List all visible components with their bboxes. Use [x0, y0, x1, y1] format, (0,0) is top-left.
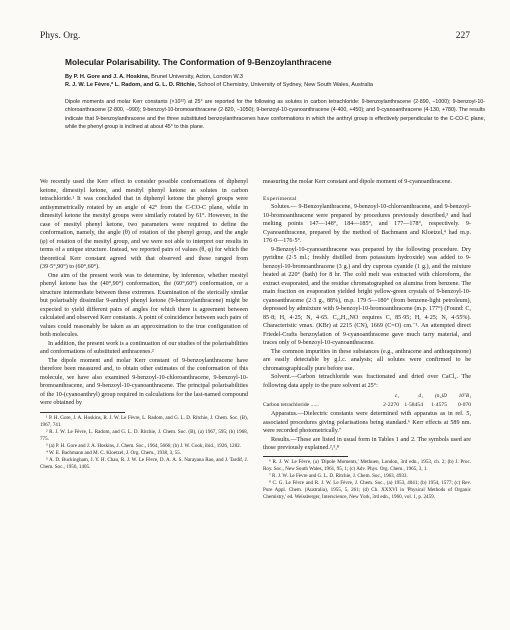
body-paragraph: In addition, the present work is a continuation of our studies of the polarisabilities and conformations of substituted anthracenes.² — [40, 340, 248, 355]
body-paragraph: We recently used the Kerr effect to consider possible conformations of diphenyl ketone, dimesityl ketone, and mesityl phenyl ketone as solutes in carbon tetrachloride.¹ It was concluded that in diphenyl ketone the phenyl groups were antisymmetrically rotated by an angle of 42° from the C-CO-C plane, while in dimesityl ketone the mesityl groups were similarly rotated by 61°. However, in the case of mesityl phenyl ketone, two parameters were required to define the conformation, namely, the angle (θ) of rotation of the phenyl group, and the angle (φ) of rotation of the mesityl group, and we were not able to interpret our results in terms of a unique structure. Instead, we reported pairs of values (θ, φ) for which the theoretical Kerr constant agreed with that observed and these ranged from (39·5°,90°) to (60°,60°). — [40, 179, 248, 270]
author-names-2: R. J. W. Le Fèvre,* L. Radom, and G. L. D. Ritchie, — [65, 82, 197, 89]
author-line-2 — [65, 81, 485, 89]
author-names-1: By P. H. Gore and J. A. Hoskins, — [65, 74, 150, 80]
table-cell: 2·2270 — [383, 402, 399, 408]
footnote: ⁸ C. G. Le Fèvre and R. J. W. Le Fèvre, J. Chem. Soc., (a) 1953, 4041; (b) 1954, 1577; (c) Rev. Pure Appl. Chem. (Australia), 1955, 5, 261; (d) Ch. XXXVI in 'Physical Methods of Organic Chemistry,' ed. Weissberger, Interscience, New York, 3rd edn., 1960, vol. 1, p. 2459. — [263, 479, 471, 500]
solvent-table-header — [263, 393, 471, 400]
footnote: ¹ P. H. Gore, J. A. Hoskins, R. J. W. Le Fèvre, L. Radom, and G. L. D. Ritchie, J. Chem. Soc. (B), 1967, 741. — [40, 414, 248, 428]
footnote: ⁴ W. E. Bachmann and M. C. Kloetzel, J. Org. Chem., 1938, 3, 55. — [46, 449, 182, 456]
footnote: ⁷ R. J. W. Le Fèvre and G. L. D. Ritchie, J. Chem. Soc., 1963, 4933. — [269, 472, 408, 479]
footnote-separator — [263, 456, 348, 457]
table-cell: 1·58454 — [404, 402, 423, 408]
running-head — [40, 31, 470, 43]
body-paragraph: The common impurities in these substances (e.g., anthracene and anthraquinone) are easily detectable by g.l.c. analysis; all solutes were confirmed to be chromatographically pure before use. — [263, 348, 471, 372]
footnote: ² R. J. W. Le Fèvre, L. Radom, and G. L. D. Ritchie, J. Chem. Soc. (B), (a) 1967, 595; (b) 1968, 775. — [40, 428, 248, 442]
table-cell: 0·070 — [457, 402, 471, 408]
footnote-separator — [40, 412, 125, 413]
footnote: ⁶ R. J. W. Le Fèvre, (a) 'Dipole Moments,' Methuen, London, 3rd edn., 1953, ch. 2; (b) J. Proc. Roy. Soc., New South Wales, 1961, 95, 1; (c) Adv. Phys. Org. Chem., 1965, 3, 1. — [263, 458, 471, 472]
author-affiliation-1: Brunel University, Acton, London W.3 — [149, 74, 244, 80]
abstract: Dipole moments and molar Kerr constants (×10¹²) at 25° are reported for the following as solutes in carbon tetrachloride: 9-benzoylanthracene (2·890, −1000); 9-benzoyl-10-chloroanthracene (2·800, −990); 9-benzoyl-10-bromoanthracene (2·820, −1050); 9-benzoyl-10-cyanoanthracene (4·400, +450); and 9-cyanoanthracene (4·130, +780). The results indicate that 9-benzoylanthracene and the three substituted benzoylanthracenes have conformations in which the anthryl group is effectively perpendicular to the C-CO-C plane, while the phenyl group is inclined at about 45° to this plane. — [65, 99, 485, 130]
body-paragraph: 9-Benzoyl-10-cyanoanthracene was prepared by the following procedure. Dry pyridine (2·5 ml.; freshly distilled from potassium hydroxide) was added to 9-benzoyl-10-bromoanthracene (3 g.) and dry cuprous cyanide (1 g.), and the mixture heated at 220° (bath) for 8 hr. The cold melt was extracted with chloroform, the extract evaporated, and the residue chromatographed on alumina from benzene. The main fraction on evaporation yielded bright yellow-green crystals of 9-benzoyl-10-cyanoanthracene (2·3 g., 88%), m.p. 179·5—180° (from benzene-light petroleum), depressed by admixture with 9-benzoyl-10-bromoanthracene (m.p. 177°) (Found: C, 85·8; H, 4·25; N, 4·65. C₂₂H₁₃NO requires C, 85·95; H, 4·25; N, 4·55%). Characteristic νmax. (KBr) at 2215 (CN), 1669 (C=O) cm.⁻¹. An attempted direct Friedel-Crafts benzoylation of 9-cyanoanthracene gave much tarry material, and traces only of 9-benzoyl-10-cyanoanthracene. — [263, 246, 471, 346]
body-paragraph: measuring the molar Kerr constant and dipole moment of 9-cyanoanthracene. — [263, 179, 452, 185]
solvent-table-row — [263, 401, 471, 409]
page-number: 227 — [455, 31, 470, 41]
body-paragraph: Results.—These are listed in usual form in Tables 1 and 2. The symbols used are those previously explained.²,⁵,⁸ — [263, 436, 471, 451]
table-header-cell: 10⁷B₁ — [458, 393, 471, 399]
author-line-1 — [65, 73, 485, 81]
body-paragraph: The dipole moment and molar Kerr constant of 9-benzoylanthracene have therefore been measured and, to obtain other estimates of the conformation of this molecule, we have also examined 9-benzoyl-10-chloroanthracene, 9-benzoyl-10-bromoanthracene, and 9-benzoyl-10-cyanoanthracene. The principal polarisabilities of the 10-(cyanoanthryl) group required in calculations for the last-named compound were obtained by — [40, 357, 248, 406]
author-affiliation-2: School of Chemistry, University of Sydney, New South Wales, Australia — [196, 82, 373, 89]
footnotes — [263, 459, 471, 502]
body-paragraph: Solvent.—Carbon tetrachloride was fractionated and dried over CaCl₂. The following data apply to the pure solvent at 25°: — [263, 374, 471, 389]
body-paragraph: Solutes.— 9-Benzoylanthracene, 9-benzoyl-10-chloroanthracene, and 9-benzoyl-10-bromoanthracene were prepared by procedures previously described,³ and had melting points 147—148°, 184—185°, and 177—178°, respectively. 9-Cyanoanthracene, prepared by the method of Bachmann and Kloetzel,⁴ had m.p. 176·0—176·5°. — [263, 204, 471, 244]
footnote: ³ (a) P. H. Gore and J. A. Hoskins, J. Chem. Soc., 1964, 5666; (b) J. W. Cook, ibid., 1926, 1282. — [46, 442, 241, 449]
table-cell: 1·4575 — [431, 402, 447, 408]
table-header-cell: ε₁ — [395, 393, 399, 399]
journal-name: Phys. Org. — [40, 31, 81, 41]
body-paragraph: Apparatus.—Dielectric constants were determined with apparatus as in ref. 5, associated procedures giving polarisations being standard.⁶ Kerr effects at 589 nm. were recorded photometrically.⁷ — [263, 411, 471, 434]
footnote: ⁵ A. D. Buckingham, J. Y. H. Chau, R. J. W. Le Fèvre, D. A. A. S. Narayana Rao, and J. Tardif, J. Chem. Soc., 1956, 1405. — [40, 457, 248, 471]
left-column — [40, 178, 248, 471]
table-row-label: Carbon tetrachloride ...... — [263, 402, 319, 408]
footnotes — [40, 415, 248, 472]
right-column — [263, 178, 471, 501]
section-heading: Experimental — [263, 195, 297, 202]
body-paragraph: One aim of the present work was to determine, by inference, whether mesityl phenyl ketone has the (40°,90°) conformation, the (60°,60°) conformation, or a structure intermediate between these extremes. Examination of the sterically similar but polarisably dissimilar 9-anthryl phenyl ketone (9-benzoylanthracene) might be expected to yield different pairs of angles for which there is agreement between calculated and observed Kerr constants. A point of coincidence between such pairs of values could reasonably be taken as an approximation to the true configuration of both molecules. — [40, 272, 248, 338]
table-header-cell: d₁ — [418, 393, 423, 399]
author-block — [65, 73, 485, 90]
table-header-cell: (n₁)D — [434, 393, 447, 399]
article-title: Molecular Polarisability. The Conformation of 9-Benzoylanthracene — [65, 57, 332, 67]
